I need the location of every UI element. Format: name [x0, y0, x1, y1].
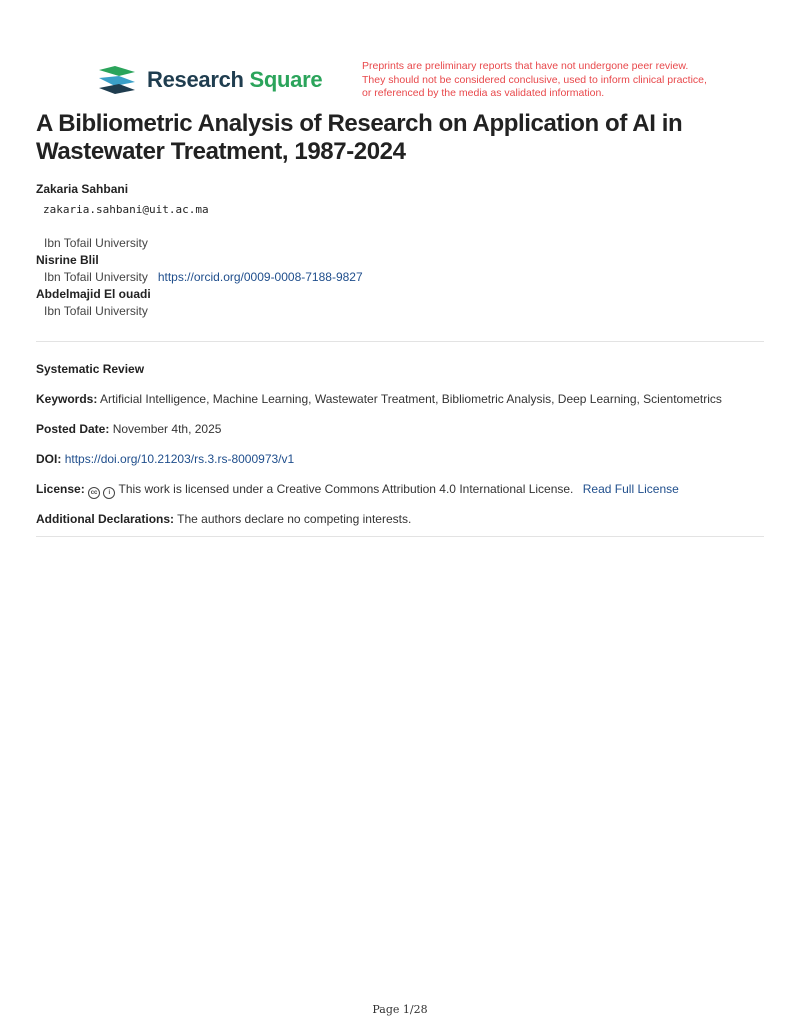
keywords-label: Keywords: — [36, 392, 98, 406]
author-affiliation: Ibn Tofail University — [44, 270, 148, 284]
logo-text — [147, 67, 322, 93]
divider — [36, 341, 764, 342]
attribution-icon: i — [103, 487, 115, 499]
declarations-value: The authors declare no competing interests. — [177, 512, 412, 526]
doi-row — [36, 452, 294, 466]
disclaimer-line: or referenced by the media as validated information. — [362, 87, 605, 99]
author-name: Zakaria Sahbani — [36, 182, 129, 196]
license-row — [36, 482, 679, 499]
orcid-link[interactable]: https://orcid.org/0009-0008-7188-9827 — [157, 270, 363, 284]
disclaimer-line: Preprints are preliminary reports that have not undergone peer review. — [362, 60, 689, 72]
keywords-row — [36, 392, 722, 406]
logo-word-square: Square — [249, 67, 323, 92]
keywords-value: Artificial Intelligence, Machine Learning, Wastewater Treatment, Bibliometric Analysis, Deep Learning, Scientometrics — [100, 392, 722, 406]
page-number: Page 1/28 — [372, 1003, 428, 1016]
license-text: This work is licensed under a Creative Commons Attribution 4.0 International License. — [118, 482, 574, 496]
article-type: Systematic Review — [36, 362, 145, 376]
posted-date-label: Posted Date: — [36, 422, 110, 436]
license-label: License: — [36, 482, 85, 496]
author-affiliation-row — [44, 269, 363, 286]
author-email[interactable]: zakaria.sahbani@uit.ac.ma — [43, 203, 209, 216]
author-affiliation: Ibn Tofail University — [44, 304, 148, 318]
disclaimer-line: They should not be considered conclusive, used to inform clinical practice, — [362, 73, 707, 86]
title-line-2: Wastewater Treatment, 1987-2024 — [36, 138, 406, 165]
creative-commons-icon: cc — [88, 487, 100, 499]
doi-label: DOI: — [36, 452, 62, 466]
read-full-license-link[interactable]: Read Full License — [582, 482, 679, 496]
posted-date-row — [36, 422, 221, 436]
logo-word-research: Research — [147, 67, 244, 92]
preprint-disclaimer — [362, 60, 742, 101]
declarations-label: Additional Declarations: — [36, 512, 175, 526]
author-name: Abdelmajid El ouadi — [36, 287, 151, 301]
paper-title — [36, 110, 736, 166]
divider — [36, 536, 764, 537]
author-list — [36, 181, 363, 320]
doi-link[interactable]: https://doi.org/10.21203/rs.3.rs-8000973/v1 — [64, 452, 295, 466]
declarations-row — [36, 512, 411, 526]
posted-date-value: November 4th, 2025 — [112, 422, 222, 436]
author-affiliation: Ibn Tofail University — [44, 236, 148, 250]
author-name: Nisrine Blil — [36, 253, 99, 267]
research-square-logo-icon — [97, 64, 137, 96]
research-square-logo[interactable] — [97, 64, 322, 96]
title-line-1: A Bibliometric Analysis of Research on Application of AI in — [36, 110, 683, 137]
